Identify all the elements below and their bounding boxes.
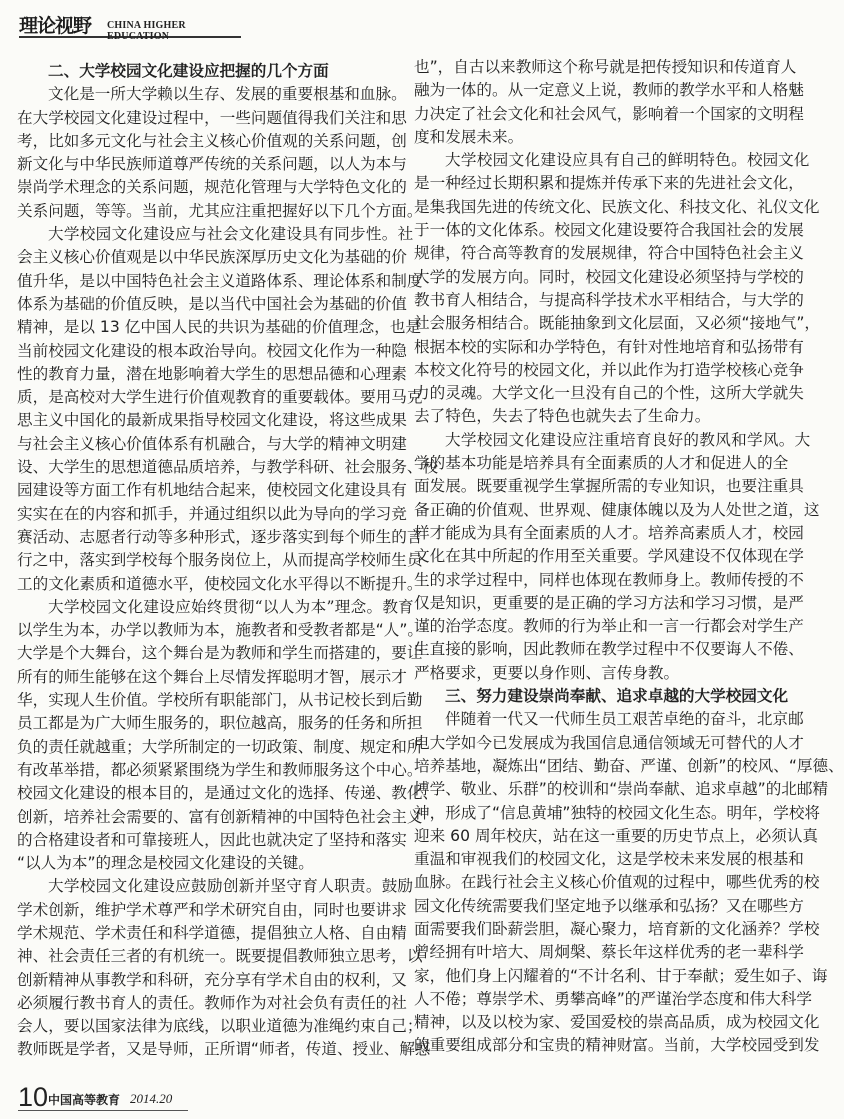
page-number: 10 <box>18 1082 49 1112</box>
text-line <box>17 969 407 992</box>
text-line <box>17 83 407 106</box>
line-text: 仅是知识，更重要的是正确的学习方法和学习习惯，是严 <box>414 593 804 612</box>
text-line <box>414 196 820 219</box>
line-text: 大 <box>794 430 811 449</box>
issue-number: 2014.20 <box>130 1091 173 1106</box>
text-line <box>17 503 407 526</box>
text-line <box>414 522 804 545</box>
line-text: 迎来 60 周年校庆，站在这一重要的历史节点上，必须认真 <box>414 826 819 845</box>
line-text: 也”，自古以来教师这个称号就是把传授知识和传道育人 <box>414 58 797 76</box>
text-line <box>17 363 407 386</box>
line-text: 力决定了社会文化和社会风气，影响着一个国家的文明程 <box>414 104 804 123</box>
page-footer <box>18 1082 188 1112</box>
text-line <box>17 386 423 409</box>
line-text: 是集我国先进的传统文化、民族文化、科技文化、礼仪文化 <box>414 197 820 216</box>
text-line <box>414 965 828 988</box>
line-text: 三、努力建设崇尚奉献、追求卓越的大学校园文化 <box>445 687 789 706</box>
text-line <box>414 499 820 522</box>
line-text: 规律，符合高等教育的发展规律，符合中国特色社会主义 <box>414 244 804 263</box>
line-text: 学的基本功能是培养具有全面素质的人才和促进人的全 <box>414 454 789 473</box>
text-line <box>414 172 804 195</box>
line-text: 教师既是学者，又是导师，正所谓“师者，传道、授业、解惑 <box>17 1040 431 1059</box>
line-text: 生直接的影响，因此教师在教学过程中不仅要诲人不倦、 <box>414 640 804 659</box>
text-line <box>17 666 407 689</box>
line-text: 体系为基础的价值反映，是以当代中国社会为基础的价值 <box>17 294 407 313</box>
text-line <box>414 802 821 825</box>
text-line <box>17 759 423 782</box>
text-line <box>414 918 820 941</box>
text-line <box>17 782 439 805</box>
text-line <box>17 316 422 339</box>
line-text: 神、社会责任三者的有机统一。既要提倡教师独立思考，以 <box>17 947 423 966</box>
text-line <box>17 130 407 153</box>
text-line <box>17 945 423 968</box>
text-line <box>414 1034 820 1057</box>
text-line <box>17 433 407 456</box>
line-text: 新文化与中华民族师道尊严传统的关系问题，以人为本与 <box>17 155 407 174</box>
paragraph-lead: 大学校园文化建设应注重培育良好的教风和学风。 <box>445 430 795 449</box>
line-text: 学术规范、学术责任和科学道德，提倡独立人格、自由精 <box>17 923 407 942</box>
line-text: 校园文化建设的根本目的，是通过文化的选择、传递、教化、 <box>17 784 439 803</box>
line-text: 社 <box>397 225 414 244</box>
paragraph-lead: 大学校园文化建设应鼓励创新并坚守育人职责。 <box>48 877 382 896</box>
text-line <box>17 456 439 479</box>
line-text: 员工都是为广大师生服务的，职位越高，服务的任务和所担 <box>17 714 423 733</box>
text-line <box>17 176 407 199</box>
line-text: 谨的治学态度。教师的行为举止和一言一行都会对学生产 <box>414 617 804 636</box>
line-text: 样才能成为具有全面素质的人才。培养高素质人才，校园 <box>414 523 804 542</box>
article-column-left <box>17 60 439 1062</box>
text-line <box>17 223 414 246</box>
line-text: 文化是一所大学赖以生存、发展的重要根基和血脉。 <box>48 85 407 104</box>
text-line <box>414 149 810 172</box>
line-text: 面需要我们卧薪尝胆，凝心聚力，培育新的文化涵养？学校 <box>414 919 820 938</box>
line-text: 文化在其中所起的作用至关重要。学风建设不仅体现在学 <box>414 547 804 566</box>
line-text: 度和发展未来。 <box>414 127 524 146</box>
line-text: 家，他们身上闪耀着的“不计名利、甘于奉献；爱生如子、诲 <box>414 966 828 985</box>
text-line <box>17 549 423 572</box>
line-text: 园建设等方面工作有机地结合起来，使校园文化建设具有 <box>17 481 407 500</box>
line-text: 考，比如多元文化与社会主义核心价值观的关系问题，创 <box>17 131 407 150</box>
text-line <box>414 382 804 405</box>
text-line <box>17 829 407 852</box>
text-line <box>414 662 780 685</box>
paragraph-lead: 大学校园文化建设应始终贯彻“以人为本”理念。 <box>48 597 383 616</box>
journal-name-en: CHINA HIGHER EDUCATION <box>107 20 186 42</box>
line-text: 创新，培养社会需要的、富有创新精神的中国特色社会主义 <box>17 807 423 826</box>
text-line <box>414 1011 820 1034</box>
text-line <box>17 875 413 898</box>
text-line <box>17 1038 431 1061</box>
line-text: 神，形成了“信息黄埔”独特的校园文化生态。明年，学校将 <box>414 803 821 822</box>
text-line <box>414 359 804 382</box>
text-line <box>414 545 804 568</box>
line-text: 曾经拥有叶培大、周炯槃、蔡长年这样优秀的老一辈科学 <box>414 943 804 962</box>
text-line <box>414 988 812 1011</box>
line-text: 本校文化符号的校园文化，并以此作为打造学校核心竞争 <box>414 360 804 379</box>
text-line <box>414 266 804 289</box>
text-line <box>17 409 407 432</box>
paragraph-lead: 大学校园文化建设应具有自己的鲜明特色。 <box>445 151 747 170</box>
text-line <box>414 289 804 312</box>
text-line <box>17 153 407 176</box>
line-text: 赛活动、志愿者行动等多种形式，逐步落实到每个师生的言 <box>17 527 423 546</box>
line-text: 精神，以及以校为家、爱国爱校的崇高品质，成为校园文化 <box>414 1013 820 1032</box>
text-line <box>17 712 423 735</box>
line-text: 教书育人相结合，与提高科学技术水平相结合，与大学的 <box>414 290 804 309</box>
text-line <box>17 293 407 316</box>
line-text: 华，实现人生价值。学校所有职能部门，从书记校长到后勤 <box>17 691 423 710</box>
line-text: 有改革举措，都必须紧紧围绕为学生和教师服务这个中心。 <box>17 760 423 779</box>
section-heading <box>17 60 383 83</box>
text-line <box>414 941 804 964</box>
line-text: 去了特色，失去了特色也就失去了生命力。 <box>414 407 711 426</box>
line-text: 学术创新，维护学术尊严和学术研究自由，同时也要讲求 <box>17 900 407 919</box>
text-line <box>414 79 804 102</box>
line-text: 性的教育力量，潜在地影响着大学生的思想品德和心理素 <box>17 364 407 383</box>
text-line <box>414 569 804 592</box>
line-text: 严格要求，更要以身作则、言传身教。 <box>414 663 680 682</box>
line-text: 关系问题，等等。当前，尤其应注重把握好以下几个方面。 <box>17 201 423 220</box>
text-line <box>414 592 804 615</box>
text-line <box>414 895 804 918</box>
line-text: 实实在在的内容和抓手，并通过组织以此为导向的学习竞 <box>17 504 407 523</box>
text-line <box>414 242 804 265</box>
line-text: 培养基地，凝炼出“团结、勤奋、严谨、创新”的校风、“厚德、 <box>414 756 844 775</box>
text-line <box>17 619 424 642</box>
line-text: 伴随着一代又一代师生员工艰苦卓绝的奋斗，北京邮 <box>445 710 804 729</box>
text-line <box>414 848 804 871</box>
text-line <box>414 56 797 79</box>
line-text: 二、大学校园文化建设应把握的几个方面 <box>48 62 329 80</box>
line-text: 人不倦；尊崇学术、勇攀高峰”的严谨治学态度和伟大科学 <box>414 989 812 1008</box>
line-text: 血脉。在践行社会主义核心价值观的过程中，哪些优秀的校 <box>414 873 820 892</box>
line-text: 根据本校的实际和办学特色，有针对性地培育和弘扬带有 <box>414 337 804 356</box>
text-line <box>17 806 423 829</box>
text-line <box>17 899 407 922</box>
line-text: 园文化传统需要我们坚定地予以继承和弘扬？又在哪些方 <box>414 896 804 915</box>
line-text: 融为一体的。从一定意义上说，教师的教学水平和人格魅 <box>414 81 804 100</box>
line-text: 备正确的价值观、世界观、健康体魄以及为人处世之道，这 <box>414 500 820 519</box>
section-label: 理论视野 <box>19 15 92 37</box>
line-text: 崇尚学术理念的关系问题，规范化管理与大学特色文化的 <box>17 178 407 197</box>
text-line <box>414 708 804 731</box>
text-line <box>414 126 780 149</box>
line-text: 会人，要以国家法律为底线，以职业道德为准绳约束自己； <box>17 1017 423 1036</box>
section-heading <box>414 685 789 708</box>
line-text: 设、大学生的思想道德品质培养，与教学科研、社会服务、校 <box>17 458 439 477</box>
text-line <box>414 312 821 335</box>
paragraph-lead: 大学校园文化建设应与社会文化建设具有同步性。 <box>48 225 398 244</box>
line-text: 思主义中国化的最新成果指导校园文化建设，将这些成果 <box>17 411 407 430</box>
line-text: 鼓励 <box>381 877 413 896</box>
text-line <box>17 689 423 712</box>
text-line <box>17 596 414 619</box>
line-text: 的合格建设者和可靠接班人，因此也就决定了坚持和落实 <box>17 830 407 849</box>
text-line <box>17 736 423 759</box>
text-line <box>414 103 804 126</box>
line-text: 在大学校园文化建设过程中，一些问题值得我们关注和思 <box>17 108 407 127</box>
running-header <box>19 10 241 42</box>
text-line <box>414 825 819 848</box>
line-text: 校园文化 <box>746 151 810 170</box>
text-line <box>414 871 820 894</box>
line-text: 大学是个大舞台，这个舞台是为教师和学生而搭建的，要让 <box>17 644 423 663</box>
line-text: 所有的师生能够在这个舞台上尽情发挥聪明才智，展示才 <box>17 667 407 686</box>
text-line <box>17 200 423 223</box>
line-text: 创新精神从事教学和科研，充分享有学术自由的权利，又 <box>17 970 407 989</box>
text-line <box>414 475 804 498</box>
text-line <box>17 922 407 945</box>
text-line <box>17 852 383 875</box>
line-text: 面发展。既要重视学生掌握所需的专业知识，也要注重具 <box>414 477 804 496</box>
text-line <box>414 755 844 778</box>
line-text: 与社会主义核心价值体系有机融合，与大学的精神文明建 <box>17 434 407 453</box>
line-text: 当前校园文化建设的根本政治导向。校园文化作为一种隐 <box>17 341 407 360</box>
line-text: 生的求学过程中，同样也体现在教师身上。教师传授的不 <box>414 570 804 589</box>
line-text: 必须履行教书育人的责任。教师作为对社会负有责任的社 <box>17 993 407 1012</box>
line-text: 教育 <box>382 597 414 616</box>
text-line <box>414 452 789 475</box>
journal-name: 中国高等教育 <box>48 1093 121 1107</box>
line-text: 博学、敬业、乐群”的校训和“崇尚奉献、追求卓越”的北邮精 <box>414 780 829 799</box>
line-text: 电大学如今已发展成为我国信息通信领域无可替代的人才 <box>414 733 804 752</box>
line-text: 质，是高校对大学生进行价值观教育的重要载体。要用马克 <box>17 388 423 407</box>
line-text: 重温和审视我们的校园文化，这是学校未来发展的根基和 <box>414 850 804 869</box>
text-line <box>17 992 407 1015</box>
line-text: 以学生为本，办学以教师为本，施教者和受教者都是“人”。 <box>17 621 424 640</box>
text-line <box>17 642 423 665</box>
line-text: 力的灵魂。大学文化一旦没有自己的个性，这所大学就失 <box>414 384 804 403</box>
line-text: 值升华，是以中国特色社会主义道路体系、理论体系和制度 <box>17 271 423 290</box>
text-line <box>17 573 423 596</box>
line-text: 社会服务相结合。既能抽象到文化层面，又必须“接地气”， <box>414 314 821 333</box>
text-line <box>414 778 829 801</box>
line-text: 是一种经过长期积累和提炼并传承下来的先进社会文化， <box>414 174 804 193</box>
line-text: 精神，是以 13 亿中国人民的共识为基础的价值理念，也是 <box>17 318 422 337</box>
text-line <box>17 107 407 130</box>
text-line <box>414 615 804 638</box>
text-line <box>414 429 811 452</box>
article-column-right <box>414 56 844 1058</box>
line-text: 大学的发展方向。同时，校园文化建设必须坚持与学校的 <box>414 267 804 286</box>
text-line <box>17 270 423 293</box>
text-line <box>414 219 804 242</box>
line-text: 行之中，落实到学校每个服务岗位上，从而提高学校师生员 <box>17 551 423 570</box>
text-line <box>17 479 407 502</box>
line-text: 于一体的文化体系。校园文化建设要符合我国社会的发展 <box>414 221 804 240</box>
line-text: 负的责任就越重；大学所制定的一切政策、制度、规定和所 <box>17 737 423 756</box>
line-text: 会主义核心价值观是以中华民族深厚历史文化为基础的价 <box>17 248 407 267</box>
line-text: “以人为本”的理念是校园文化建设的关键。 <box>17 854 314 873</box>
text-line <box>414 405 780 428</box>
line-text: 的重要组成部分和宝贵的精神财富。当前，大学校园受到发 <box>414 1036 820 1055</box>
text-line <box>414 336 804 359</box>
text-line <box>17 246 407 269</box>
text-line <box>414 638 804 661</box>
text-line <box>17 1015 423 1038</box>
text-line <box>17 526 423 549</box>
text-line <box>414 732 804 755</box>
text-line <box>17 340 407 363</box>
line-text: 工的文化素质和道德水平，使校园文化水平得以不断提升。 <box>17 574 423 593</box>
